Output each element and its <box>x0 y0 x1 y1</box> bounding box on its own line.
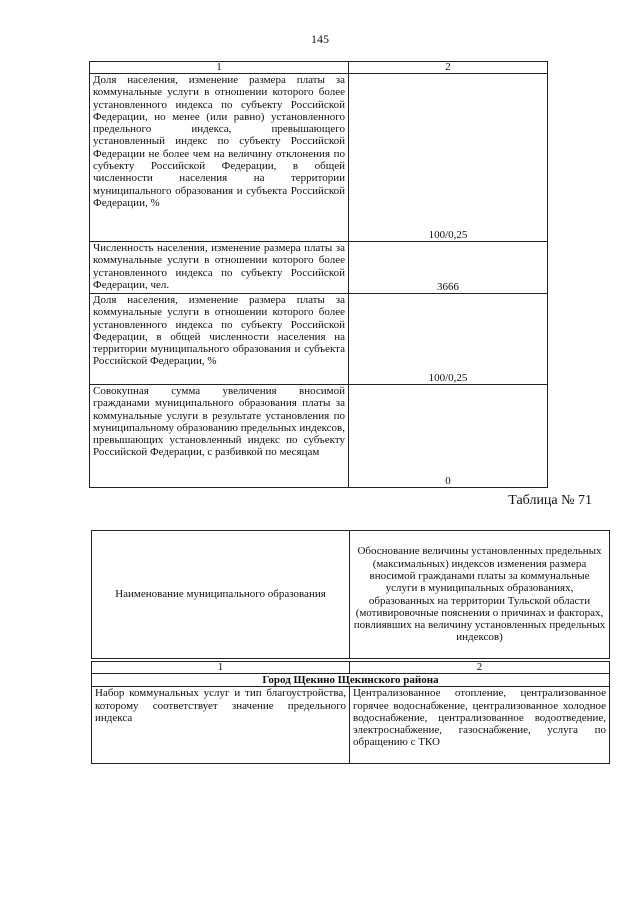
table-header-row <box>90 62 548 74</box>
row-label: Численность населения, изменение размера платы за коммунальные услуги в отношении которого более установленного индекса по субъекту Российской Федерации, чел. <box>90 242 349 294</box>
section-title: Город Щекино Щекинского района <box>92 674 610 687</box>
column-header-municipality: Наименование муниципального образования <box>92 531 350 659</box>
index-justification-table <box>91 530 610 764</box>
page-number: 145 <box>311 32 329 46</box>
row-value: 0 <box>349 385 548 488</box>
table-row <box>90 294 548 385</box>
indicators-table <box>89 61 548 488</box>
column-number-1: 1 <box>90 62 349 74</box>
table-row <box>90 242 548 294</box>
row-label: Совокупная сумма увеличения вносимой гражданами муниципального образования платы за коммунальные услуги в результате установления по муниципальному образованию предельных индексов, превышающих установленный индекс по субъекту Российской Федерации, с разбивкой по месяцам <box>90 385 349 488</box>
column-numbers-row <box>92 662 610 674</box>
row-value: Централизованное отопление, централизованное горячее водоснабжение, централизованное холодное водоснабжение, централизованное водоотведение, электроснабжение, газоснабжение, услуга по обращению с ТКО <box>350 687 610 764</box>
row-value: 3666 <box>349 242 548 294</box>
column-header-justification: Обоснование величины установленных предельных (максимальных) индексов изменения размера вносимой гражданами платы за коммунальные услуги в муниципальных образованиях, образованных на территории Тульской области (мотивировочные пояснения о причинах и факторах, повлиявших на величину установленных предельных индексов) <box>350 531 610 659</box>
section-title-row <box>92 674 610 687</box>
table-row <box>92 687 610 764</box>
column-number-1: 1 <box>92 662 350 674</box>
row-value: 100/0,25 <box>349 294 548 385</box>
column-number-2: 2 <box>349 62 548 74</box>
row-value: 100/0,25 <box>349 74 548 242</box>
column-number-2: 2 <box>350 662 610 674</box>
row-label: Набор коммунальных услуг и тип благоустройства, которому соответствует значение предельного индекса <box>92 687 350 764</box>
table-row <box>90 385 548 488</box>
row-label: Доля населения, изменение размера платы за коммунальные услуги в отношении которого более установленного индекса по субъекту Российской Федерации, но менее (или равно) установленного предельного индекса, превышающего установленный индекс по субъекту Российской Федерации не более чем на величину отклонения по субъекту Российской Федерации, в общей численности населения на территории муниципального образования и субъекта Российской Федерации, % <box>90 74 349 242</box>
table-caption: Таблица № 71 <box>508 493 592 508</box>
table-row <box>90 74 548 242</box>
table-header-row <box>92 531 610 659</box>
row-label: Доля населения, изменение размера платы за коммунальные услуги в отношении которого более установленного индекса по субъекту Российской Федерации, в общей численности населения на территории муниципального образования и субъекта Российской Федерации, % <box>90 294 349 385</box>
